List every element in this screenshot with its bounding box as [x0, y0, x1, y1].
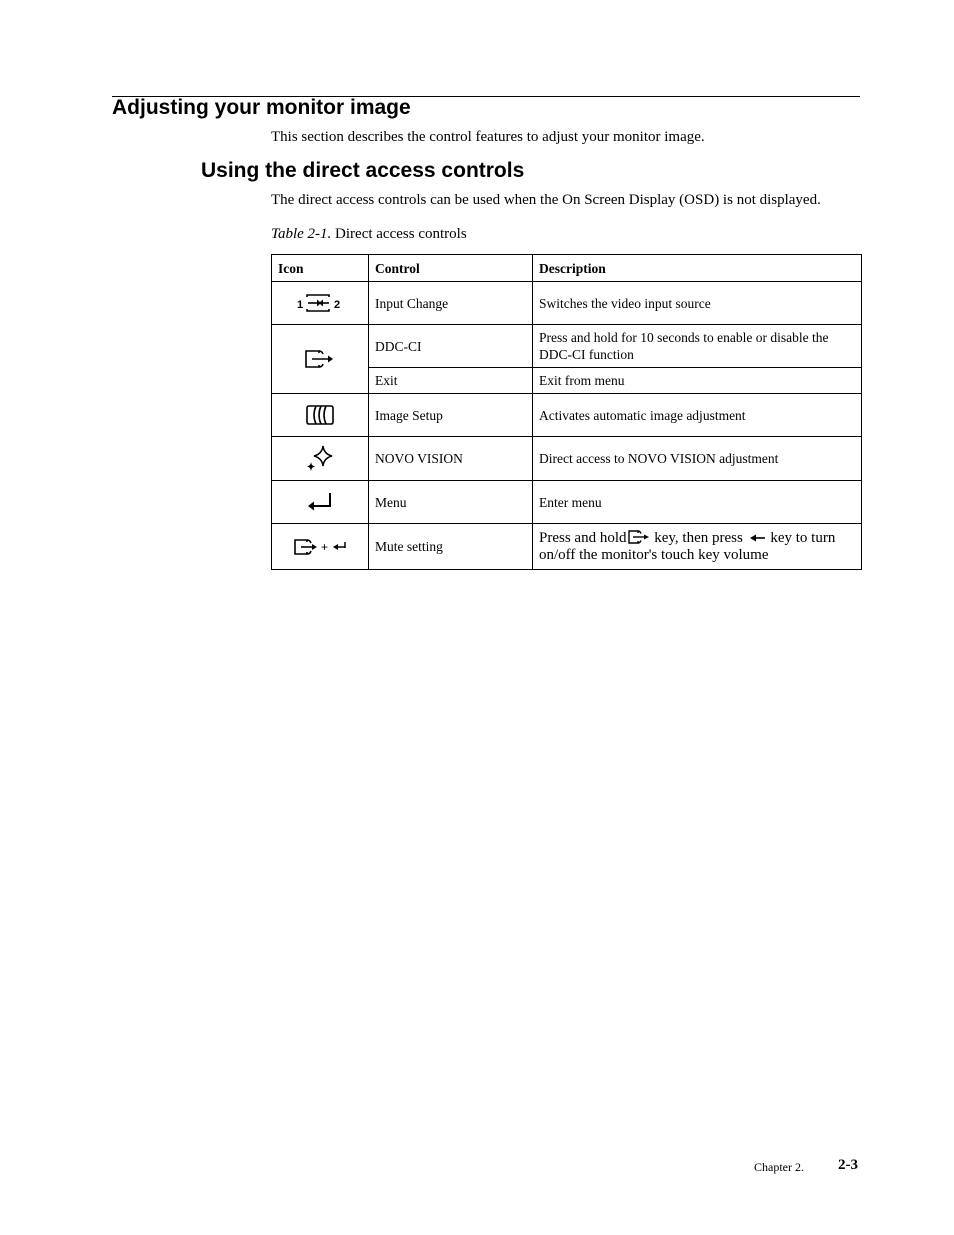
header-icon: Icon: [272, 255, 369, 282]
table-row: [272, 282, 862, 325]
table-header-row: [272, 255, 862, 282]
control-cell: Mute setting: [369, 524, 533, 570]
mute-desc-part-3: key to turn on/off the monitor's touch key volume: [539, 530, 836, 563]
icon-cell: [272, 394, 369, 437]
footer-page-number: 2-3: [838, 1157, 858, 1173]
section-intro: This section describes the control features to adjust your monitor image.: [271, 129, 705, 145]
description-cell: Exit from menu: [533, 368, 862, 394]
enter-icon: [747, 531, 767, 545]
subsection-title: Using the direct access controls: [201, 159, 525, 182]
icon-cell: [272, 325, 369, 394]
control-cell: Image Setup: [369, 394, 533, 437]
table-row: [272, 524, 862, 570]
table-row: [272, 437, 862, 481]
icon-cell: [272, 481, 369, 524]
icon-cell: [272, 437, 369, 481]
icon-cell: [272, 524, 369, 570]
exit-icon: [303, 348, 337, 370]
description-cell: [533, 524, 862, 570]
table-row: [272, 325, 862, 368]
header-description: Description: [533, 255, 862, 282]
exit-icon: [627, 529, 651, 545]
direct-access-controls-table: [271, 254, 862, 570]
table-caption-text: Direct access controls: [331, 226, 467, 242]
description-cell: Direct access to NOVO VISION adjustment: [533, 437, 862, 481]
control-cell: NOVO VISION: [369, 437, 533, 481]
control-cell: Exit: [369, 368, 533, 394]
subsection-paragraph: The direct access controls can be used when the On Screen Display (OSD) is not displayed.: [271, 192, 821, 208]
table-caption-number: Table 2-1.: [271, 226, 332, 242]
svg-text:1: 1: [297, 299, 304, 311]
control-cell: DDC-CI: [369, 325, 533, 368]
input-change-icon: [295, 292, 345, 314]
icon-cell: [272, 282, 369, 325]
description-cell: Enter menu: [533, 481, 862, 524]
footer-chapter: Chapter 2.: [754, 1160, 804, 1174]
exit-plus-enter-icon: [292, 536, 348, 558]
image-setup-icon: [305, 403, 335, 427]
table-row: [272, 481, 862, 524]
description-cell: Press and hold for 10 seconds to enable or disable the DDC-CI function: [533, 325, 862, 368]
svg-text:2: 2: [334, 299, 341, 311]
mute-desc-part-1: Press and hold: [539, 530, 627, 546]
novo-vision-icon: [304, 444, 336, 474]
table-row: [272, 394, 862, 437]
svg-text:+: +: [321, 539, 329, 554]
section-title: Adjusting your monitor image: [112, 96, 411, 119]
control-cell: Menu: [369, 481, 533, 524]
description-cell: Switches the video input source: [533, 282, 862, 325]
description-cell: Activates automatic image adjustment: [533, 394, 862, 437]
enter-icon: [305, 490, 335, 514]
control-cell: Input Change: [369, 282, 533, 325]
mute-desc-part-2: key, then press: [650, 530, 747, 546]
header-control: Control: [369, 255, 533, 282]
table-caption: [271, 225, 467, 243]
